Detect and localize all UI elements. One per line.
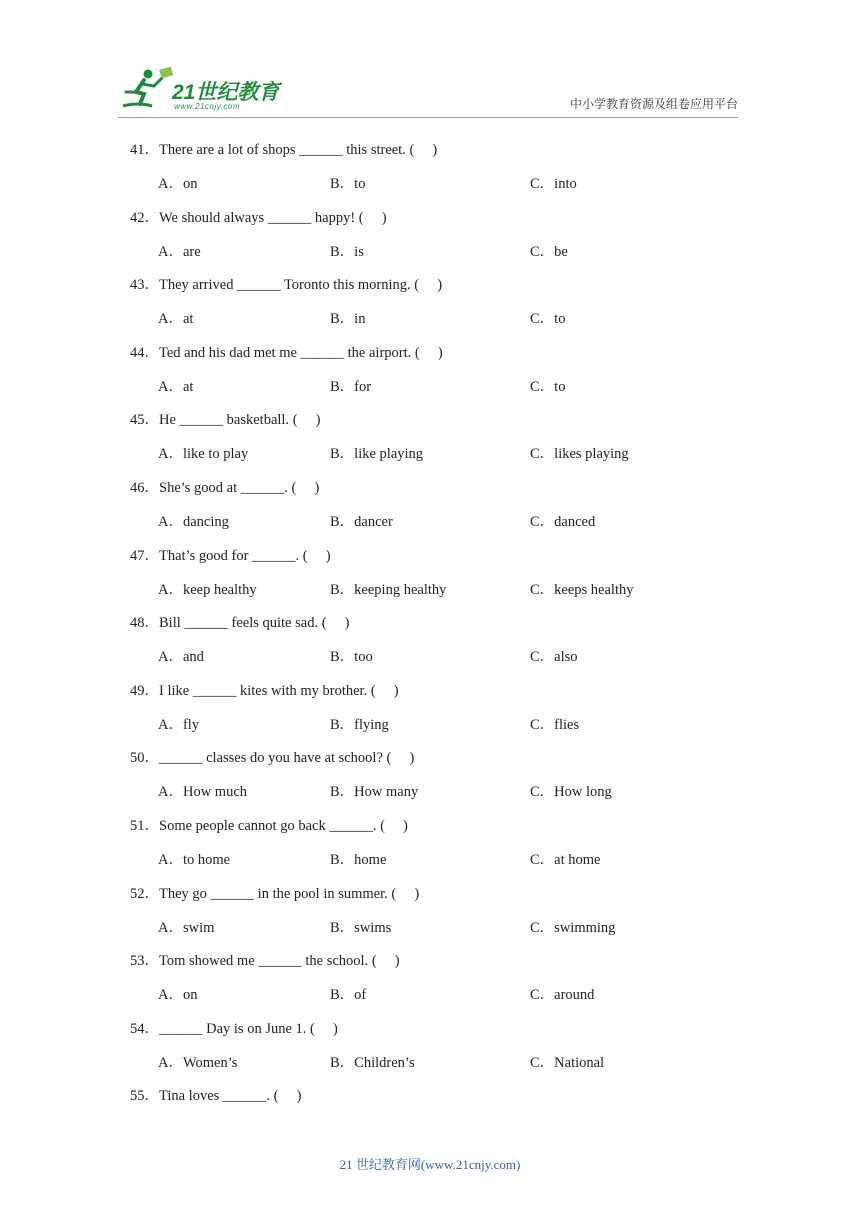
question-item (130, 134, 750, 202)
question-stem: 42．We should always ______ happy! ( ) (130, 209, 387, 226)
question-item (130, 810, 750, 878)
question-item (130, 540, 750, 608)
option-c: C．into (530, 176, 577, 192)
option-b: B．of (330, 987, 367, 1004)
option-a: A．Women’s (158, 1054, 238, 1071)
runner-logo-icon (118, 62, 178, 116)
question-stem: 53．Tom showed me ______ the school. ( ) (130, 953, 400, 970)
option-b: B．swims (330, 919, 392, 936)
option-c: C．flies (530, 716, 580, 733)
header-divider (118, 117, 738, 118)
option-b: B．in (330, 311, 366, 328)
option-c: C．swimming (530, 919, 616, 936)
option-b: B．home (330, 851, 387, 868)
option-a: A．dancing (158, 513, 229, 530)
page-header (118, 62, 738, 116)
option-c: C．How long (530, 784, 612, 801)
question-item (130, 472, 750, 540)
option-a: A．swim (158, 919, 215, 936)
page-footer: 21 世纪教育网(www.21cnjy.com) (339, 1157, 521, 1172)
option-a: A．on (158, 176, 198, 192)
question-stem: 55．Tina loves ______. ( ) (130, 1088, 302, 1105)
option-b: B．to (330, 176, 366, 192)
question-item (130, 202, 750, 270)
option-a: A．to home (158, 851, 231, 868)
question-stem: 50．______ classes do you have at school? ( ) (130, 750, 415, 767)
option-a: A．keep healthy (158, 581, 257, 598)
option-c: C．be (530, 243, 568, 260)
option-a: A．at (158, 378, 194, 395)
question-stem: 51．Some people cannot go back ______. ( ) (130, 817, 408, 834)
option-a: A．on (158, 987, 198, 1004)
option-a: A．are (158, 243, 201, 260)
question-stem: 48．Bill ______ feels quite sad. ( ) (130, 615, 350, 632)
option-a: A．at (158, 311, 194, 328)
option-b: B．Children’s (330, 1054, 415, 1071)
option-c: C．at home (530, 851, 601, 868)
option-b: B．is (330, 243, 364, 260)
question-item (130, 878, 750, 946)
option-b: B．for (330, 378, 372, 395)
option-c: C．also (530, 649, 578, 666)
question-item (130, 1080, 750, 1148)
option-c: C．keeps healthy (530, 581, 634, 598)
question-item (130, 607, 750, 675)
question-item (130, 945, 750, 1013)
question-item (130, 269, 750, 337)
option-c: C．likes playing (530, 446, 629, 463)
option-c: C．to (530, 378, 566, 395)
question-stem: 46．She’s good at ______. ( ) (130, 479, 320, 496)
option-c: C．around (530, 987, 595, 1004)
header-platform-title: 中小学教育资源及组卷应用平台 (569, 97, 738, 111)
option-b: B．too (330, 649, 373, 666)
question-item (130, 337, 750, 405)
logo-url: www.21cnjy.com (174, 102, 240, 111)
question-stem: 44．Ted and his dad met me ______ the airport. ( ) (130, 344, 443, 361)
question-item (130, 1013, 750, 1081)
option-a: A．like to play (158, 446, 249, 463)
question-stem: 54．______ Day is on June 1. ( ) (130, 1020, 338, 1037)
option-b: B．dancer (330, 513, 393, 530)
question-stem: 52．They go ______ in the pool in summer. ( ) (130, 885, 420, 902)
question-item (130, 404, 750, 472)
question-stem: 41．There are a lot of shops ______ this street. ( ) (130, 142, 438, 158)
option-b: B．flying (330, 716, 389, 733)
question-stem: 43．They arrived ______ Toronto this morning. ( ) (130, 277, 443, 294)
question-stem: 45．He ______ basketball. ( ) (130, 412, 321, 429)
site-logo (118, 62, 293, 116)
option-b: B．like playing (330, 446, 424, 463)
question-stem: 47．That’s good for ______. ( ) (130, 547, 331, 564)
option-c: C．National (530, 1054, 605, 1071)
question-list (130, 134, 750, 1148)
question-stem: 49．I like ______ kites with my brother. ( ) (130, 682, 399, 699)
option-c: C．danced (530, 513, 596, 530)
option-a: A．fly (158, 716, 200, 733)
option-a: A．How much (158, 784, 248, 801)
logo-text: 21世纪教育 (172, 81, 280, 104)
option-b: B．keeping healthy (330, 581, 447, 598)
option-b: B．How many (330, 784, 419, 801)
question-item (130, 675, 750, 743)
option-c: C．to (530, 311, 566, 328)
question-item (130, 742, 750, 810)
option-a: A．and (158, 649, 204, 666)
